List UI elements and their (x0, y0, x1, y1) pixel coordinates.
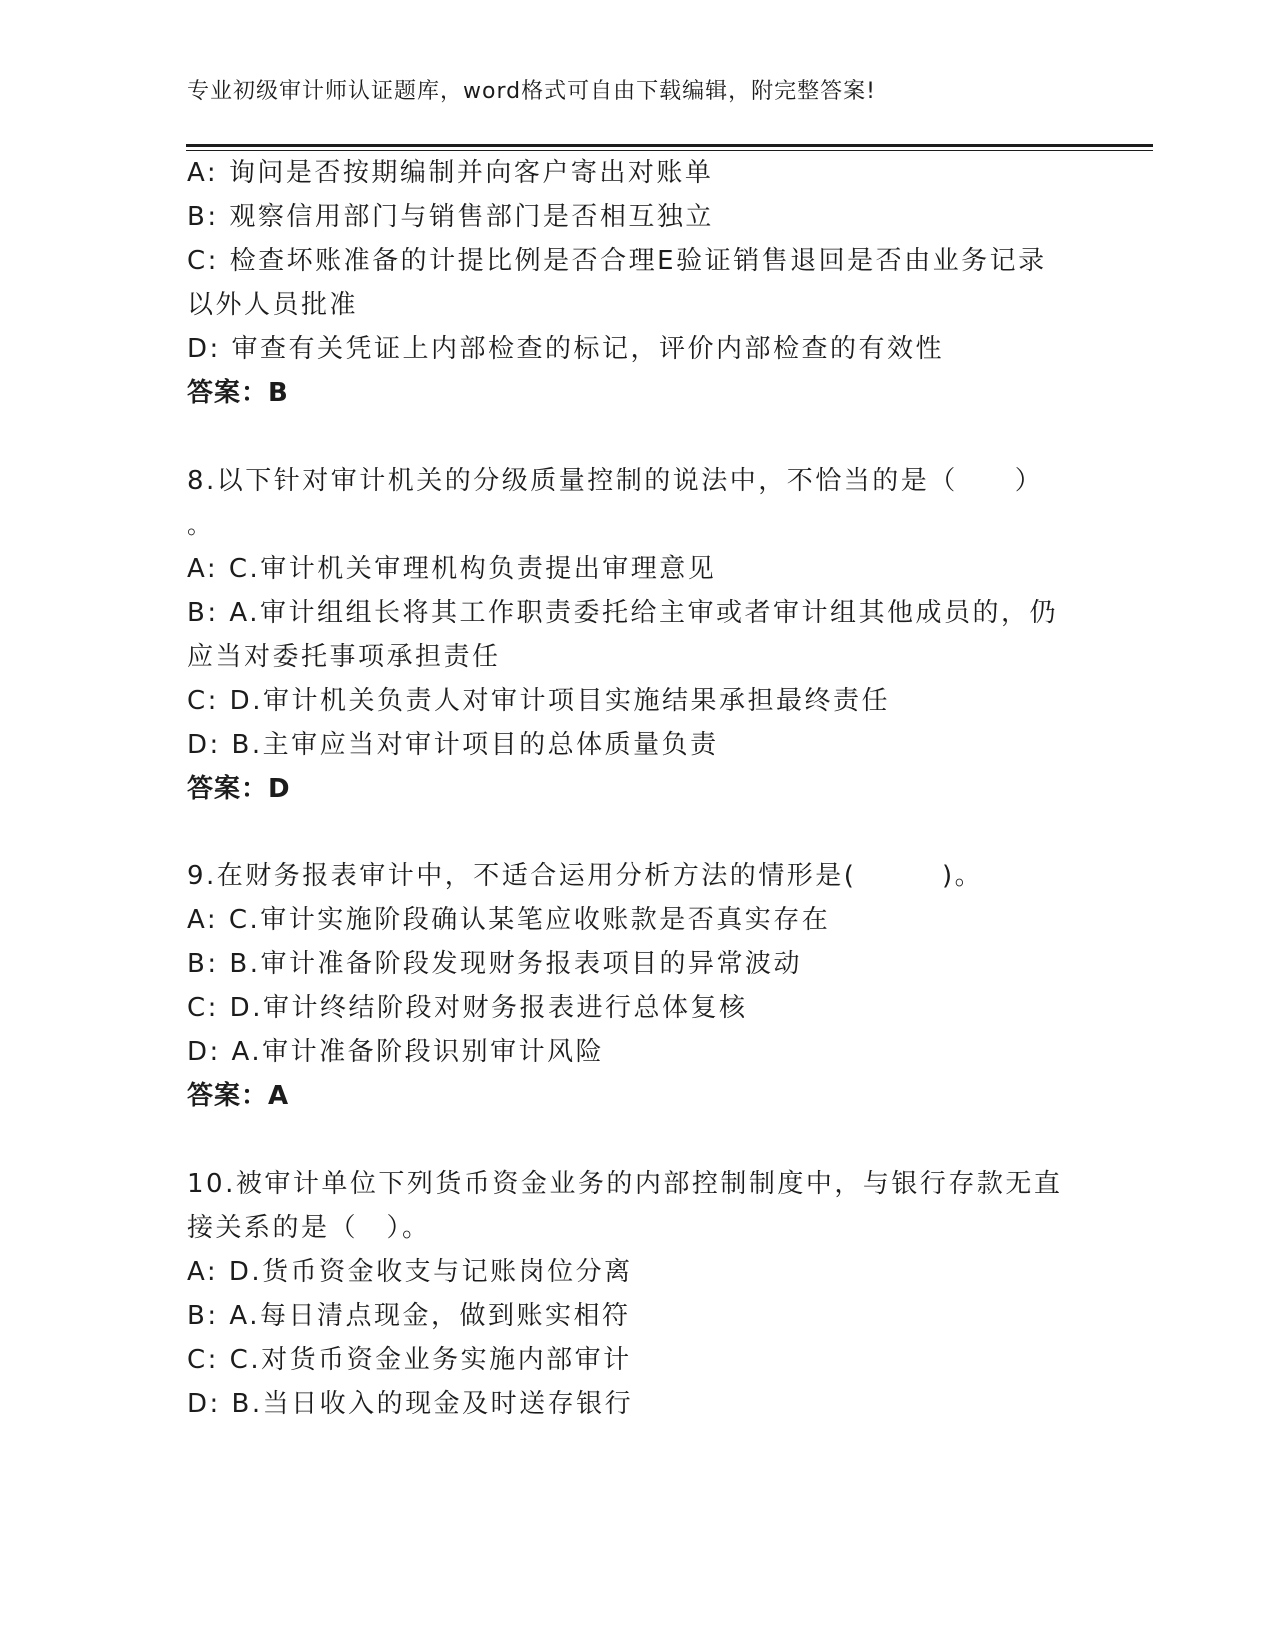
q10-option-a: A: D.货币资金收支与记账岗位分离 (187, 1257, 633, 1287)
q7-answer: 答案：B (187, 378, 289, 408)
q8-stem-cont: 。 (187, 511, 214, 539)
q9-option-a: A: C.审计实施阶段确认某笔应收账款是否真实存在 (187, 905, 831, 935)
q8-option-d: D: B.主审应当对审计项目的总体质量负责 (187, 730, 719, 760)
q8-option-b: B: A.审计组组长将其工作职责委托给主审或者审计组其他成员的，仍 (187, 598, 1058, 628)
q7-option-c-cont: 以外人员批准 (187, 290, 359, 320)
q8-answer: 答案：D (187, 774, 291, 804)
q8-option-b-cont: 应当对委托事项承担责任 (187, 642, 501, 672)
header-rule-thick (186, 144, 1153, 147)
q7-option-d: D: 审查有关凭证上内部检查的标记，评价内部检查的有效性 (187, 334, 945, 364)
q7-option-c: C: 检查坏账准备的计提比例是否合理E验证销售退回是否由业务记录 (187, 246, 1047, 276)
header-rule-thin (186, 150, 1153, 151)
q10-stem-cont: 接关系的是（ ）。 (187, 1213, 431, 1243)
q9-stem: 9.在财务报表审计中，不适合运用分析方法的情形是( )。 (187, 861, 984, 891)
q9-option-d: D: A.审计准备阶段识别审计风险 (187, 1037, 605, 1067)
q7-option-b: B: 观察信用部门与销售部门是否相互独立 (187, 202, 714, 232)
q7-option-a: A: 询问是否按期编制并向客户寄出对账单 (187, 158, 714, 188)
q8-option-a: A: C.审计机关审理机构负责提出审理意见 (187, 554, 717, 584)
q10-option-b: B: A.每日清点现金，做到账实相符 (187, 1301, 631, 1331)
q10-option-c: C: C.对货币资金业务实施内部审计 (187, 1345, 632, 1375)
page-header: 专业初级审计师认证题库，word格式可自由下载编辑，附完整答案! (187, 79, 876, 104)
q9-answer: 答案：A (187, 1081, 290, 1111)
q9-option-b: B: B.审计准备阶段发现财务报表项目的异常波动 (187, 949, 802, 979)
q8-option-c: C: D.审计机关负责人对审计项目实施结果承担最终责任 (187, 686, 890, 716)
q8-stem: 8.以下针对审计机关的分级质量控制的说法中，不恰当的是（ ） (187, 466, 1044, 496)
q9-option-c: C: D.审计终结阶段对财务报表进行总体复核 (187, 993, 748, 1023)
q10-option-d: D: B.当日收入的现金及时送存银行 (187, 1389, 634, 1419)
q10-stem: 10.被审计单位下列货币资金业务的内部控制制度中，与银行存款无直 (187, 1169, 1063, 1199)
